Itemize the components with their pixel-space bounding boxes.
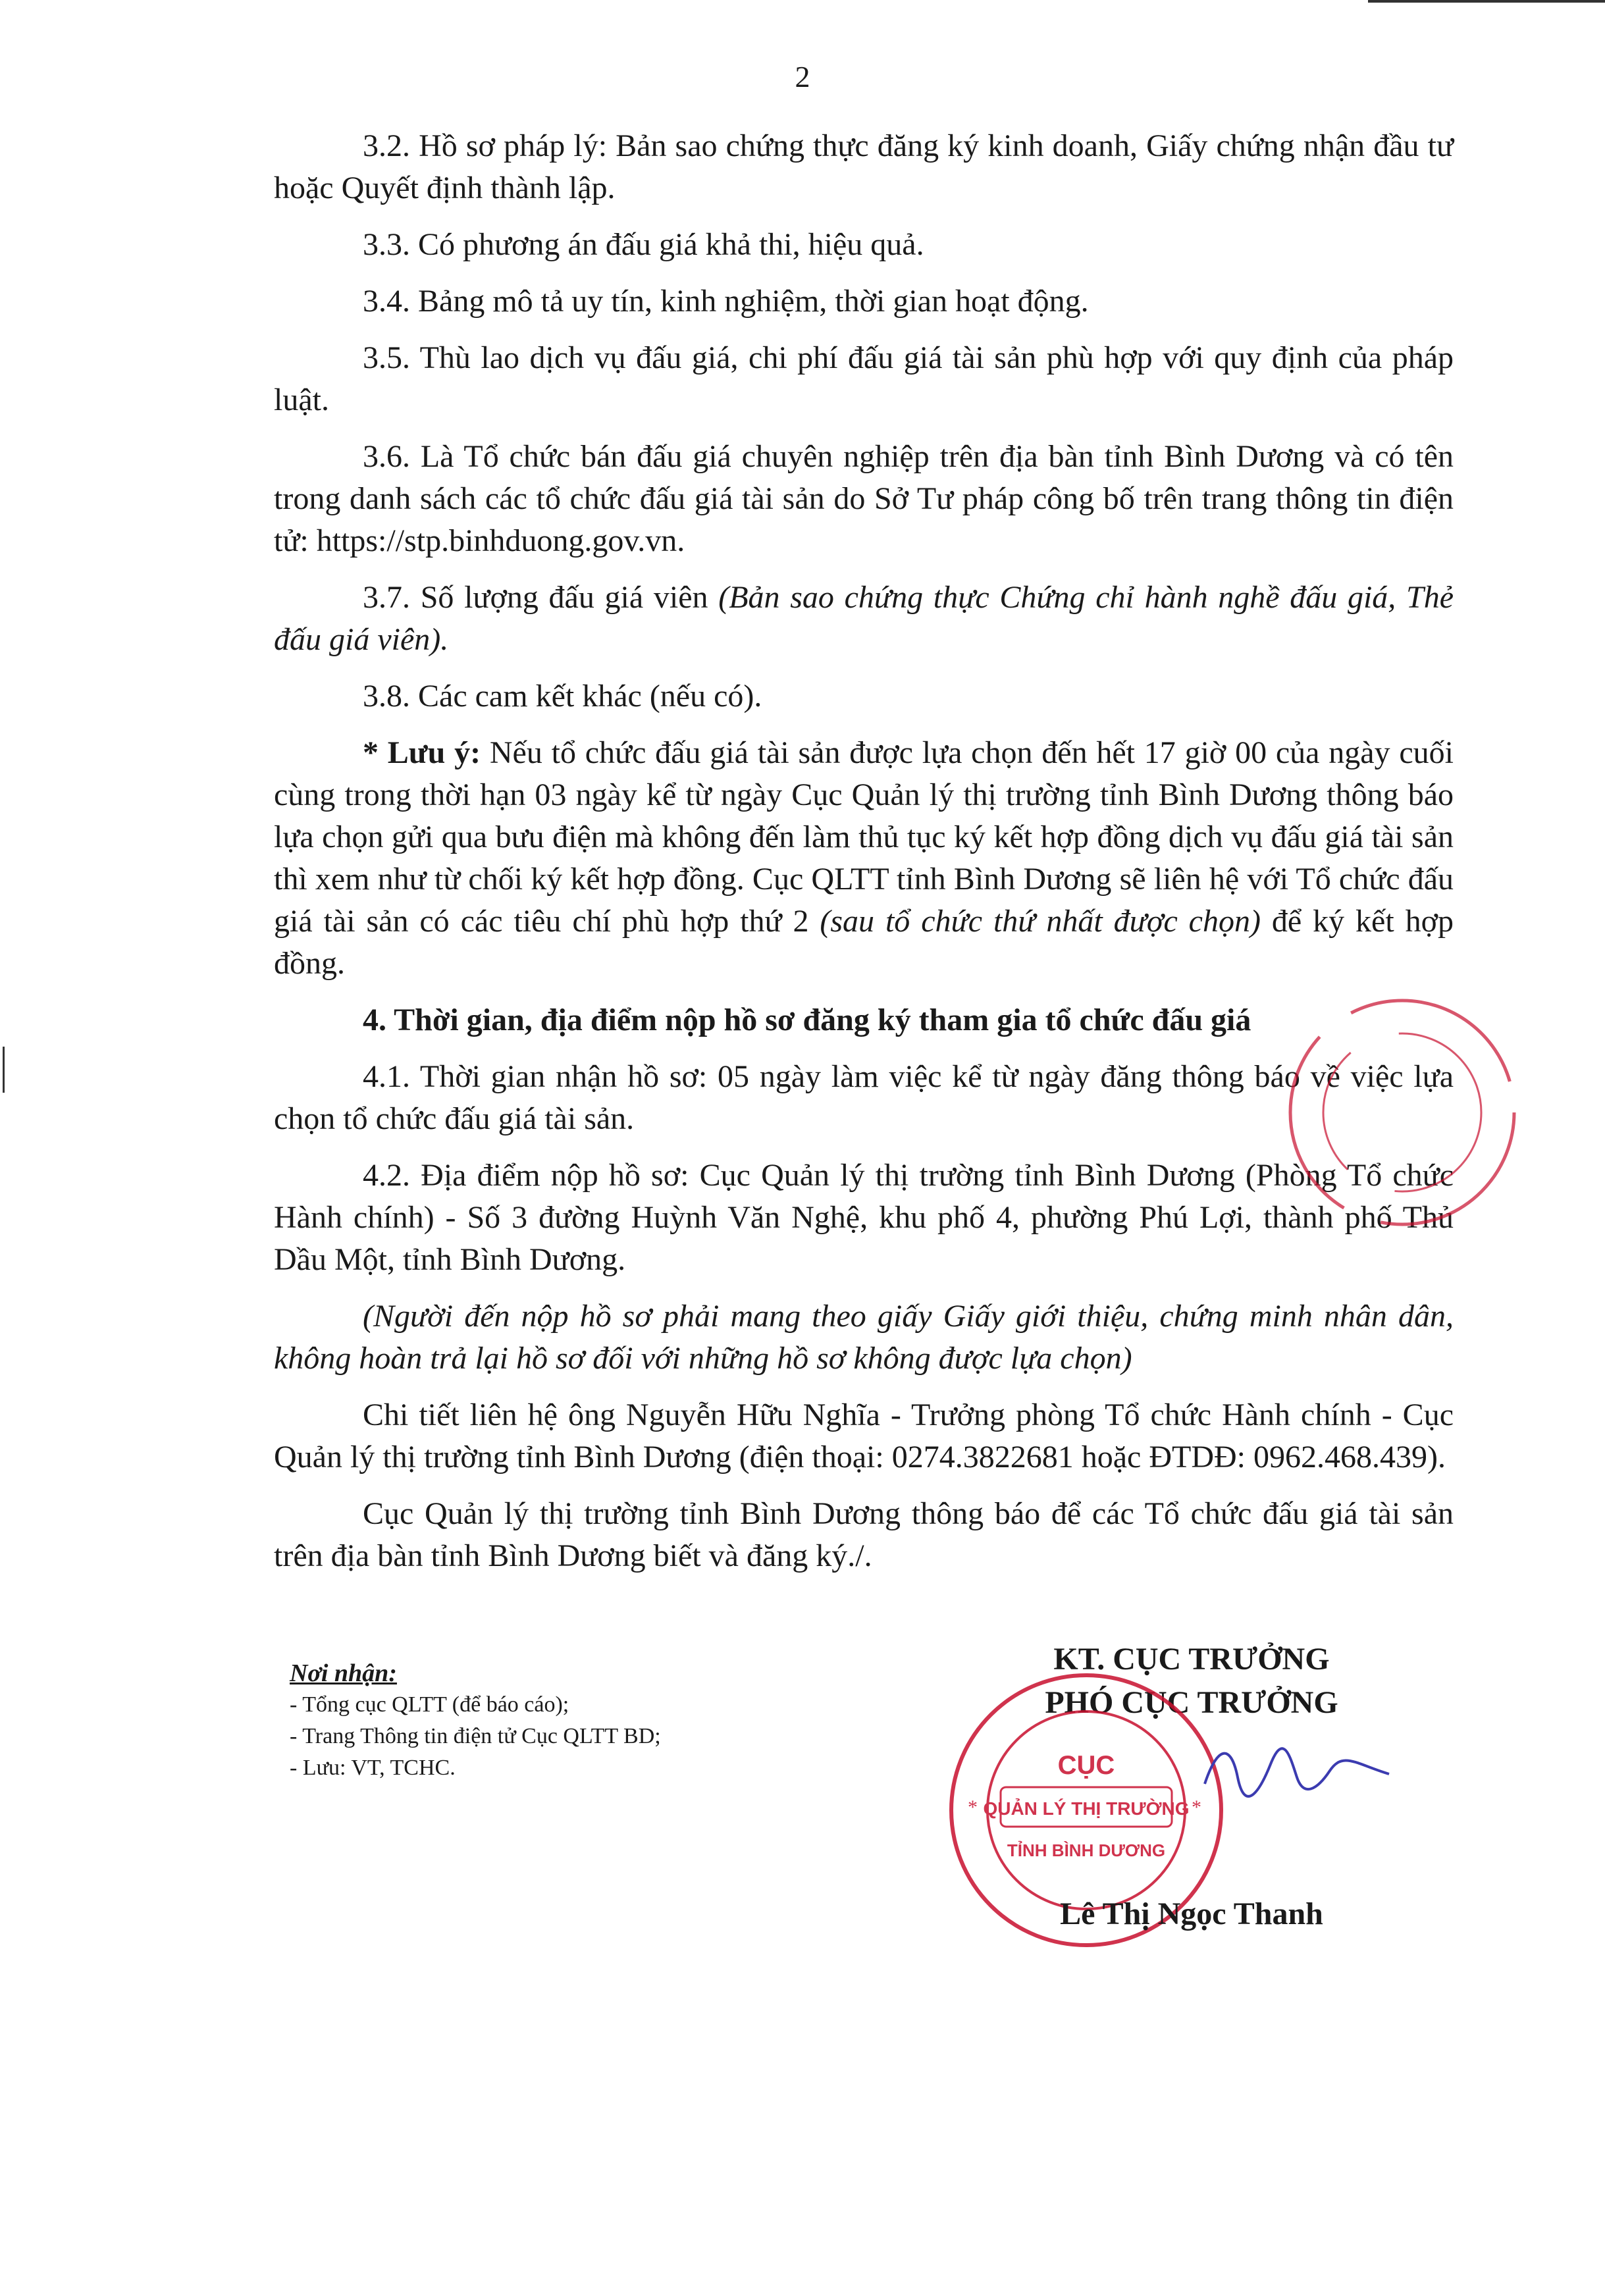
recipient-item: - Tổng cục QLTT (để báo cáo); xyxy=(290,1692,569,1717)
scan-edge-line xyxy=(1368,0,1605,3)
partial-stamp-icon xyxy=(1277,987,1527,1238)
scan-edge-mark xyxy=(3,1047,5,1093)
paragraph-3-7-italic: (Bản sao chứng thực Chứng chỉ hành nghề đấu giá, Thẻ đấu giá viên). xyxy=(274,580,1454,657)
note-text-1: Nếu tổ chức đấu giá tài sản được lựa chọn đến hết 17 giờ 00 của ngày cuối cùng trong thời hạn 03 ngày kể từ ngày Cục Quản lý thị trường tỉnh Bình Dương thông báo lựa chọn gửi qua bưu điện mà không đến làm thủ tục ký kết hợp đồng dịch vụ đấu giá tài sản thì xem như từ chối ký kết hợp đồng. Cục QLTT tỉnh Bình Dương sẽ liên hệ với Tổ chức đấu giá tài sản có các tiêu chí phù hợp thứ 2 xyxy=(274,735,1454,939)
paragraph-3-5: 3.5. Thù lao dịch vụ đấu giá, chi phí đấu giá tài sản phù hợp với quy định của pháp luật. xyxy=(274,340,1454,417)
signature-line-1: KT. CỤC TRƯỞNG xyxy=(1053,1642,1330,1677)
svg-text:CỤC: CỤC xyxy=(1057,1751,1115,1780)
svg-text:*: * xyxy=(968,1796,978,1818)
section-4-heading: 4. Thời gian, địa điểm nộp hồ sơ đăng ký tham gia tổ chức đấu giá xyxy=(363,1003,1251,1037)
paragraph-3-7 xyxy=(274,577,1454,661)
svg-text:TỈNH BÌNH DƯƠNG: TỈNH BÌNH DƯƠNG xyxy=(1007,1840,1166,1860)
handwritten-signature-icon xyxy=(1198,1738,1396,1804)
note-label: * Lưu ý: xyxy=(363,735,481,770)
paragraph-4-1: 4.1. Thời gian nhận hồ sơ: 05 ngày làm việc kể từ ngày đăng thông báo về việc lựa chọn tổ chức đấu giá tài sản. xyxy=(274,1059,1454,1136)
document-body xyxy=(274,125,1454,1592)
closing-paragraph: Cục Quản lý thị trường tỉnh Bình Dương thông báo để các Tổ chức đấu giá tài sản trên địa bàn tỉnh Bình Dương biết và đăng ký./. xyxy=(274,1496,1454,1573)
page-number: 2 xyxy=(795,60,810,93)
signer-name: Lê Thị Ngọc Thanh xyxy=(1060,1896,1323,1931)
paragraph-4-2: 4.2. Địa điểm nộp hồ sơ: Cục Quản lý thị trường tỉnh Bình Dương (Phòng Tổ chức Hành chính) - Số 3 đường Huỳnh Văn Nghệ, khu phố 4, phường Phú Lợi, thành phố Thủ Dầu Một, tỉnh Bình Dương. xyxy=(274,1158,1454,1277)
svg-text:QUẢN LÝ THỊ TRƯỜNG: QUẢN LÝ THỊ TRƯỜNG xyxy=(983,1798,1190,1819)
svg-text:*: * xyxy=(1192,1796,1201,1818)
paragraph-3-6: 3.6. Là Tổ chức bán đấu giá chuyên nghiệp trên địa bàn tỉnh Bình Dương và có tên trong danh sách các tổ chức đấu giá tài sản do Sở Tư pháp công bố trên trang thông tin điện tử: https://stp.binhduong.gov.vn. xyxy=(274,439,1454,558)
submission-note: (Người đến nộp hồ sơ phải mang theo giấy Giấy giới thiệu, chứng minh nhân dân, không hoàn trả lại hồ sơ đối với những hồ sơ không được lựa chọn) xyxy=(274,1299,1454,1376)
note-italic: (sau tổ chức thứ nhất được chọn) xyxy=(820,904,1261,939)
recipients-block xyxy=(290,1657,661,1784)
note-text-2: để ký kết hợp đồng. xyxy=(274,904,1454,981)
recipient-item: - Lưu: VT, TCHC. xyxy=(290,1756,456,1780)
note-paragraph xyxy=(274,732,1454,985)
paragraph-3-3: 3.3. Có phương án đấu giá khả thi, hiệu quả. xyxy=(363,227,924,262)
paragraph-3-4: 3.4. Bảng mô tả uy tín, kinh nghiệm, thời gian hoạt động. xyxy=(363,284,1089,319)
signature-line-2: PHÓ CỤC TRƯỞNG xyxy=(1045,1685,1338,1720)
contact-paragraph: Chi tiết liên hệ ông Nguyễn Hữu Nghĩa - Trưởng phòng Tổ chức Hành chính - Cục Quản lý thị trường tỉnh Bình Dương (điện thoại: 0274.3822681 hoặc ĐTDĐ: 0962.468.439). xyxy=(274,1397,1454,1474)
recipients-title: Nơi nhận: xyxy=(290,1659,397,1687)
paragraph-3-7-text: 3.7. Số lượng đấu giá viên xyxy=(363,580,719,615)
paragraph-3-2: 3.2. Hồ sơ pháp lý: Bản sao chứng thực đăng ký kinh doanh, Giấy chứng nhận đầu tư hoặc Quyết định thành lập. xyxy=(274,128,1454,205)
recipient-item: - Trang Thông tin điện tử Cục QLTT BD; xyxy=(290,1724,661,1748)
paragraph-3-8: 3.8. Các cam kết khác (nếu có). xyxy=(363,679,762,714)
